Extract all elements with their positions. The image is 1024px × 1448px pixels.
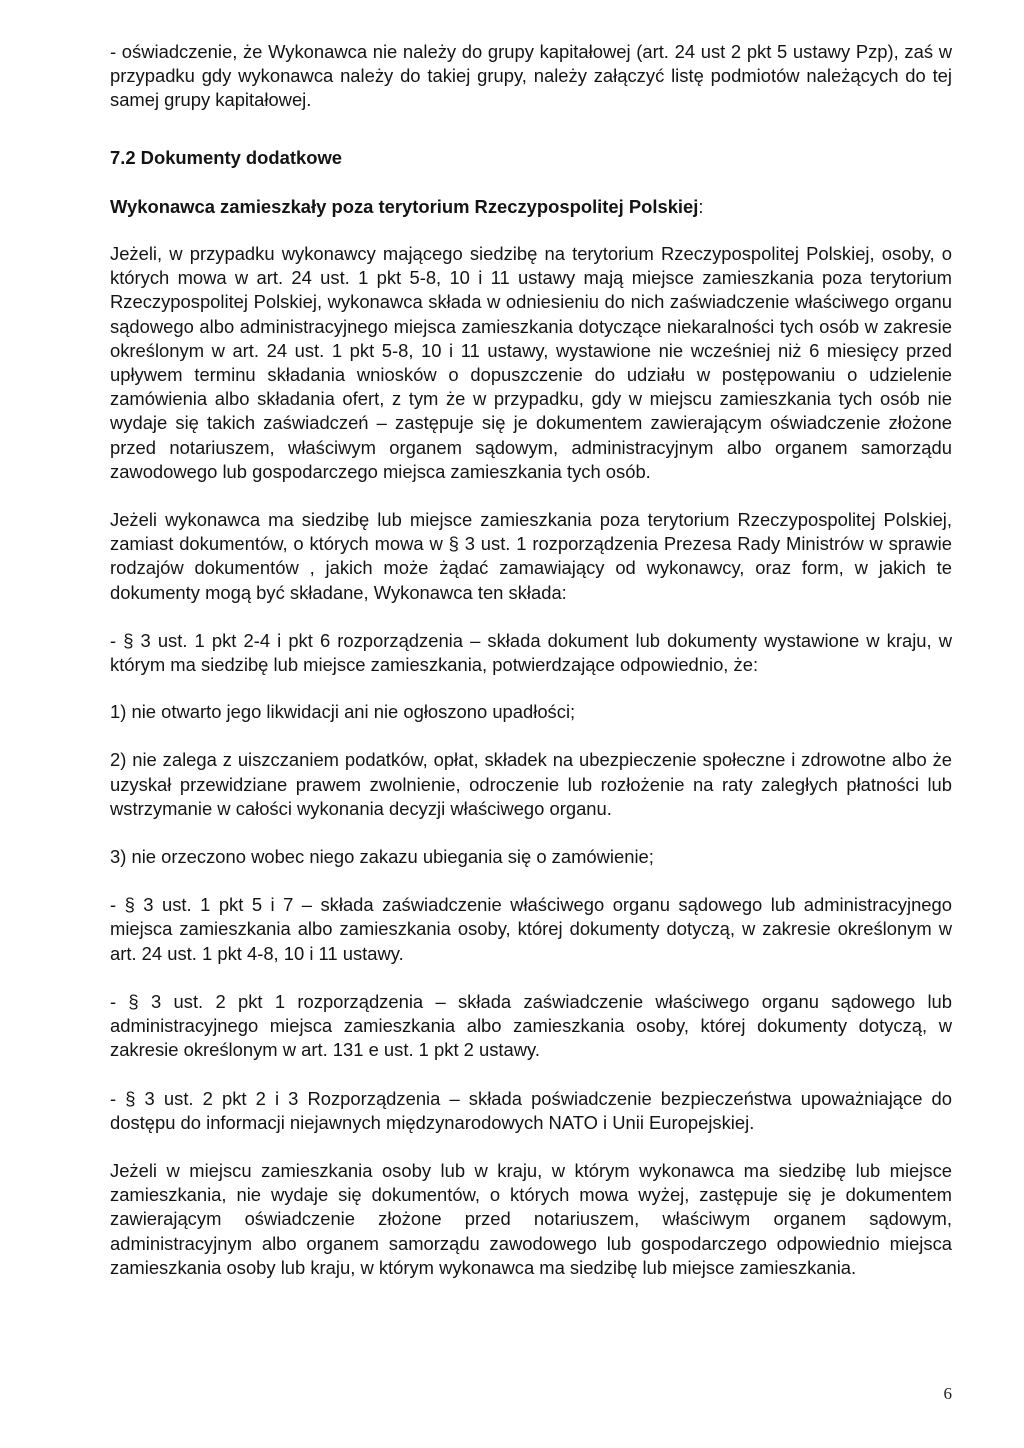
section-heading: 7.2 Dokumenty dodatkowe: [110, 146, 342, 168]
paragraph-item-5-7: - § 3 ust. 1 pkt 5 i 7 – składa zaświadczenie właściwego organu sądowego lub administracyjnego miejsca zamieszkania albo zamieszkania osoby, której dokumenty dotyczą, w zakresie określonym w art. 24 ust. 1 pkt 4-8, 10 i 11 ustawy.: [110, 894, 952, 964]
paragraph-point-2: 2) nie zalega z uiszczaniem podatków, opłat, składek na ubezpieczenie społeczne i zdrowotne albo że uzyskał przewidziane prawem zwolnienie, odroczenie lub rozłożenie na raty zaległych płatności lub wstrzymanie w całości wykonania decyzji właściwego organu.: [110, 749, 952, 819]
subheading-text: Wykonawca zamieszkały poza terytorium Rzeczypospolitej Polskiej: [110, 195, 699, 217]
paragraph-foreign-contractor: Jeżeli wykonawca ma siedzibę lub miejsce zamieszkania poza terytorium Rzeczypospolitej Polskiej, zamiast dokumentów, o których mowa w § 3 ust. 1 rozporządzenia Prezesa Rady Ministrów w sprawie rodzajów dokumentów , jakich może żądać zamawiający od wykonawcy, oraz form, w jakich te dokumenty mogą być składane, Wykonawca ten składa:: [110, 509, 952, 603]
paragraph-item-3-2-2-3: - § 3 ust. 2 pkt 2 i 3 Rozporządzenia – składa poświadczenie bezpieczeństwa upoważniające do dostępu do informacji niejawnych międzynarodowych NATO i Unii Europejskiej.: [110, 1087, 952, 1133]
page-number: 6: [943, 1384, 952, 1403]
intro-paragraph: - oświadczenie, że Wykonawca nie należy do grupy kapitałowej (art. 24 ust 2 pkt 5 ustawy Pzp), zaś w przypadku gdy wykonawca należy do takiej grupy, należy załączyć listę podmiotów należących do tej samej grupy kapitałowej.: [110, 41, 952, 111]
paragraph-item-3-1: - § 3 ust. 1 pkt 2-4 i pkt 6 rozporządzenia – składa dokument lub dokumenty wystawione w kraju, w którym ma siedzibę lub miejsce zamieszkania, potwierdzające odpowiednio, że:: [110, 629, 952, 676]
document-page: [110, 40, 952, 1304]
paragraph-point-1: 1) nie otwarto jego likwidacji ani nie ogłoszono upadłości;: [110, 701, 576, 723]
paragraph-closing: Jeżeli w miejscu zamieszkania osoby lub w kraju, w którym wykonawca ma siedzibę lub miejsce zamieszkania, nie wydaje się dokumentów, o których mowa wyżej, zastępuje się je dokumentem zawierającym oświadczenie złożone przed notariuszem, właściwym organem sądowym, administracyjnym albo organem samorządu zawodowego lub gospodarczego odpowiednio miejsca zamieszkania osoby lub kraju, w którym wykonawca ma siedzibę lub miejsce zamieszkania.: [110, 1159, 952, 1278]
paragraph-point-3: 3) nie orzeczono wobec niego zakazu ubiegania się o zamówienie;: [110, 846, 654, 868]
paragraph-residence-certificate: Jeżeli, w przypadku wykonawcy mającego siedzibę na terytorium Rzeczypospolitej Polskiej, osoby, o których mowa w art. 24 ust. 1 pkt 5-8, 10 i 11 ustawy mają miejsce zamieszkania poza terytorium Rzeczypospolitej Polskiej, wykonawca składa w odniesieniu do nich zaświadczenie właściwego organu sądowego albo administracyjnego miejsca zamieszkania dotyczące niekaralności tych osób w zakresie określonym w art. 24 ust. 1 pkt 5-8, 10 i 11 ustawy, wystawione nie wcześniej niż 6 miesięcy przed upływem terminu składania wniosków o dopuszczenie do udziału w postępowaniu o udzielenie zamówienia albo składania ofert, z tym że w przypadku, gdy w miejscu zamieszkania tych osób nie wydaje się takich zaświadczeń – zastępuje się je dokumentem zawierającym oświadczenie złożone przed notariuszem, właściwym organem sądowym, administracyjnym albo organem samorządu zawodowego lub gospodarczego miejsca zamieszkania tych osób.: [110, 243, 952, 482]
paragraph-item-3-2-1: - § 3 ust. 2 pkt 1 rozporządzenia – składa zaświadczenie właściwego organu sądowego lub administracyjnego miejsca zamieszkania albo zamieszkania osoby, której dokumenty dotyczą, w zakresie określonym w art. 131 e ust. 1 pkt 2 ustawy.: [110, 990, 952, 1061]
subheading-colon: :: [698, 195, 704, 217]
subheading: [110, 195, 952, 219]
